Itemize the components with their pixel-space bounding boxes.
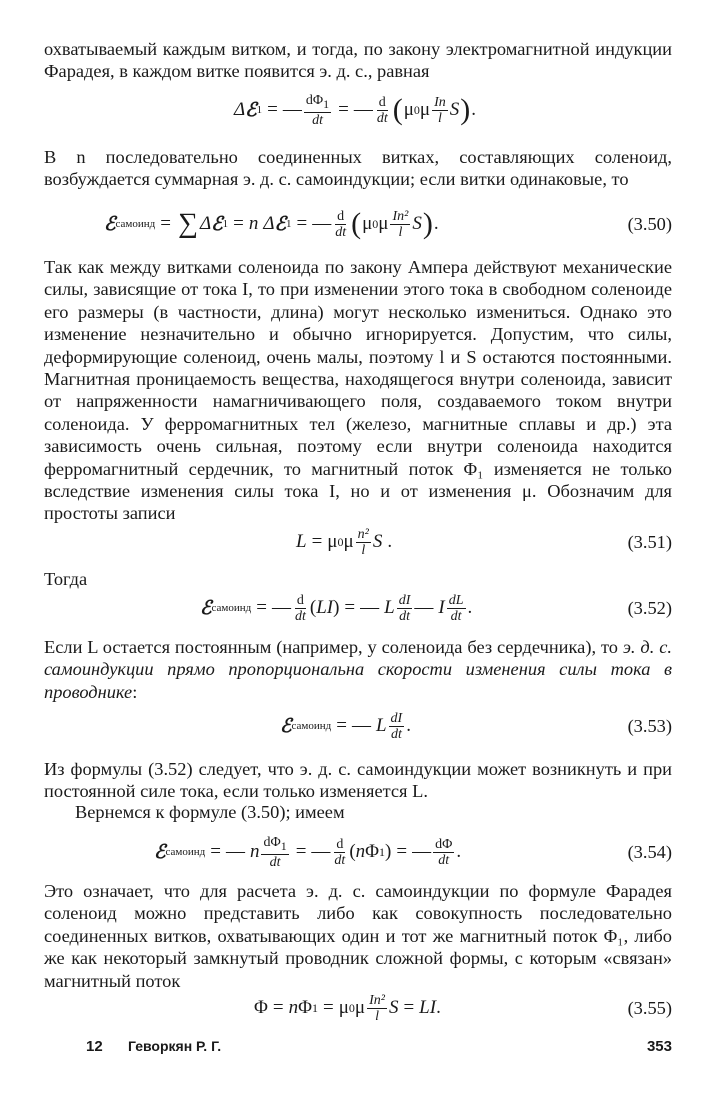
equation-number: (3.52) <box>627 597 672 618</box>
page-footer <box>44 1038 672 1062</box>
equation-number: (3.50) <box>627 213 672 234</box>
equation-3-53: ℰ самоинд = — L $\frac{dI}{dt}$ . (3.53) <box>44 704 672 748</box>
paragraph-4: Тогда <box>44 569 88 589</box>
equation-3-55: Φ = n Φ 1 = μ 0 μ $\frac{\text{In²}}{l}$ S = LI . (3.55) <box>44 986 672 1030</box>
subscript-label: самоинд <box>211 602 252 614</box>
paragraph-1: охватываемый каждым витком, и тогда, по закону электромагнитной индукции Фарадея, в каждом витке появится э. д. с., равная <box>44 39 672 82</box>
subscript-label: самоинд <box>115 218 156 230</box>
page-number: 353 <box>646 1038 672 1055</box>
equation-number: (3.51) <box>627 531 672 552</box>
equation-emf-per-turn: Δ ℰ 1 = — $\frac{d\Phi 1}{dt}$ = — $\frac{d}{dt}$ ( μ 0 μ $\frac{In}{l}$ S ) . <box>234 92 477 128</box>
paragraph-5 <box>44 636 672 703</box>
paragraph-5-italic: э. д. с. самоиндукции прямо пропорциональна скорости изменения силы тока в проводнике <box>44 637 672 702</box>
paragraph-3: Так как между витками соленоида по закону Ампера действуют механические силы, зависящие от тока I, то при изменении этого тока в свободном соленоиде его размеры (в частности, длина) могут несколько измениться. Однако это изменение незначительно и обычно игнорируется. Допустим, что силы, деформирующие соленоид, очень малы, поэтому l и S остаются постоянными. Магнитная проницаемость вещества, находящегося внутри соленоида, зависит от напряженности намагничивающего поля, создаваемого током внутри соленоида. У ферромагнитных тел (железо, магнитные сплавы и др.) эта зависимость очень сильная, поэтому если внутри соленоида находится ферромагнитный сердечник, то магнитный поток Φ₁ изменяется не только вследствие изменения силы тока I, но и от изменения μ. Обозначим для простоты записи <box>44 257 672 524</box>
subscript-label: самоинд <box>291 720 332 732</box>
paragraph-5-end: : <box>132 681 138 702</box>
equation-number: (3.54) <box>627 841 672 862</box>
paragraph-6: Из формулы (3.52) следует, что э. д. с. самоиндукции может возникнуть и при постоянной силе тока, если только изменяется L. <box>44 759 672 802</box>
equation-3-52: ℰ самоинд = — $\frac{d}{dt}$ ( LI ) = — L $\frac{dI}{dt}$ — I $\frac{dL}{dt}$ . (3.52) <box>44 586 672 630</box>
equation-3-51: L = μ 0 μ $\frac{\text{n²}}{l}$ S . (3.51) <box>44 520 672 564</box>
equation-3-54: ℰ самоинд = — n $\frac{d\Phi 1}{dt}$ = — $\frac{d}{dt}$ ( n Φ 1 ) = — $\frac{d\Phi}{dt}$ . (3.54) <box>44 830 672 874</box>
signature-mark: 12 <box>86 1038 103 1055</box>
paragraph-2: В n последовательно соединенных витках, составляющих соленоид, возбуждается суммарная э. д. с. самоиндукции; если витки одинаковые, то <box>44 147 672 190</box>
subscript-label: самоинд <box>165 846 206 858</box>
paragraph-7: Вернемся к формуле (3.50); имеем <box>75 802 345 822</box>
equation-number: (3.55) <box>627 997 672 1018</box>
paragraph-8: Это означает, что для расчета э. д. с. самоиндукции по формуле Фарадея соленоид можно представить либо как совокупность последовательно соединенных витков, охватывающих один и тот же магнитный поток Φ₁, либо же как некоторый замкнутый проводник сложной формы, с которым «связан» магнитный поток <box>44 881 672 991</box>
paragraph-5-start: Если L остается постоянным (например, у соленоида без сердечника), то <box>44 637 623 657</box>
equation-3-50: ℰ самоинд = ∑ Δ ℰ 1 = n Δ ℰ 1 = — $\frac{d}{dt}$ ( μ 0 μ $\frac{\text{In²}}{l}$ S ) . (3.50) <box>44 202 672 246</box>
equation-number: (3.53) <box>627 715 672 736</box>
author-line: Геворкян Р. Г. <box>128 1038 222 1054</box>
